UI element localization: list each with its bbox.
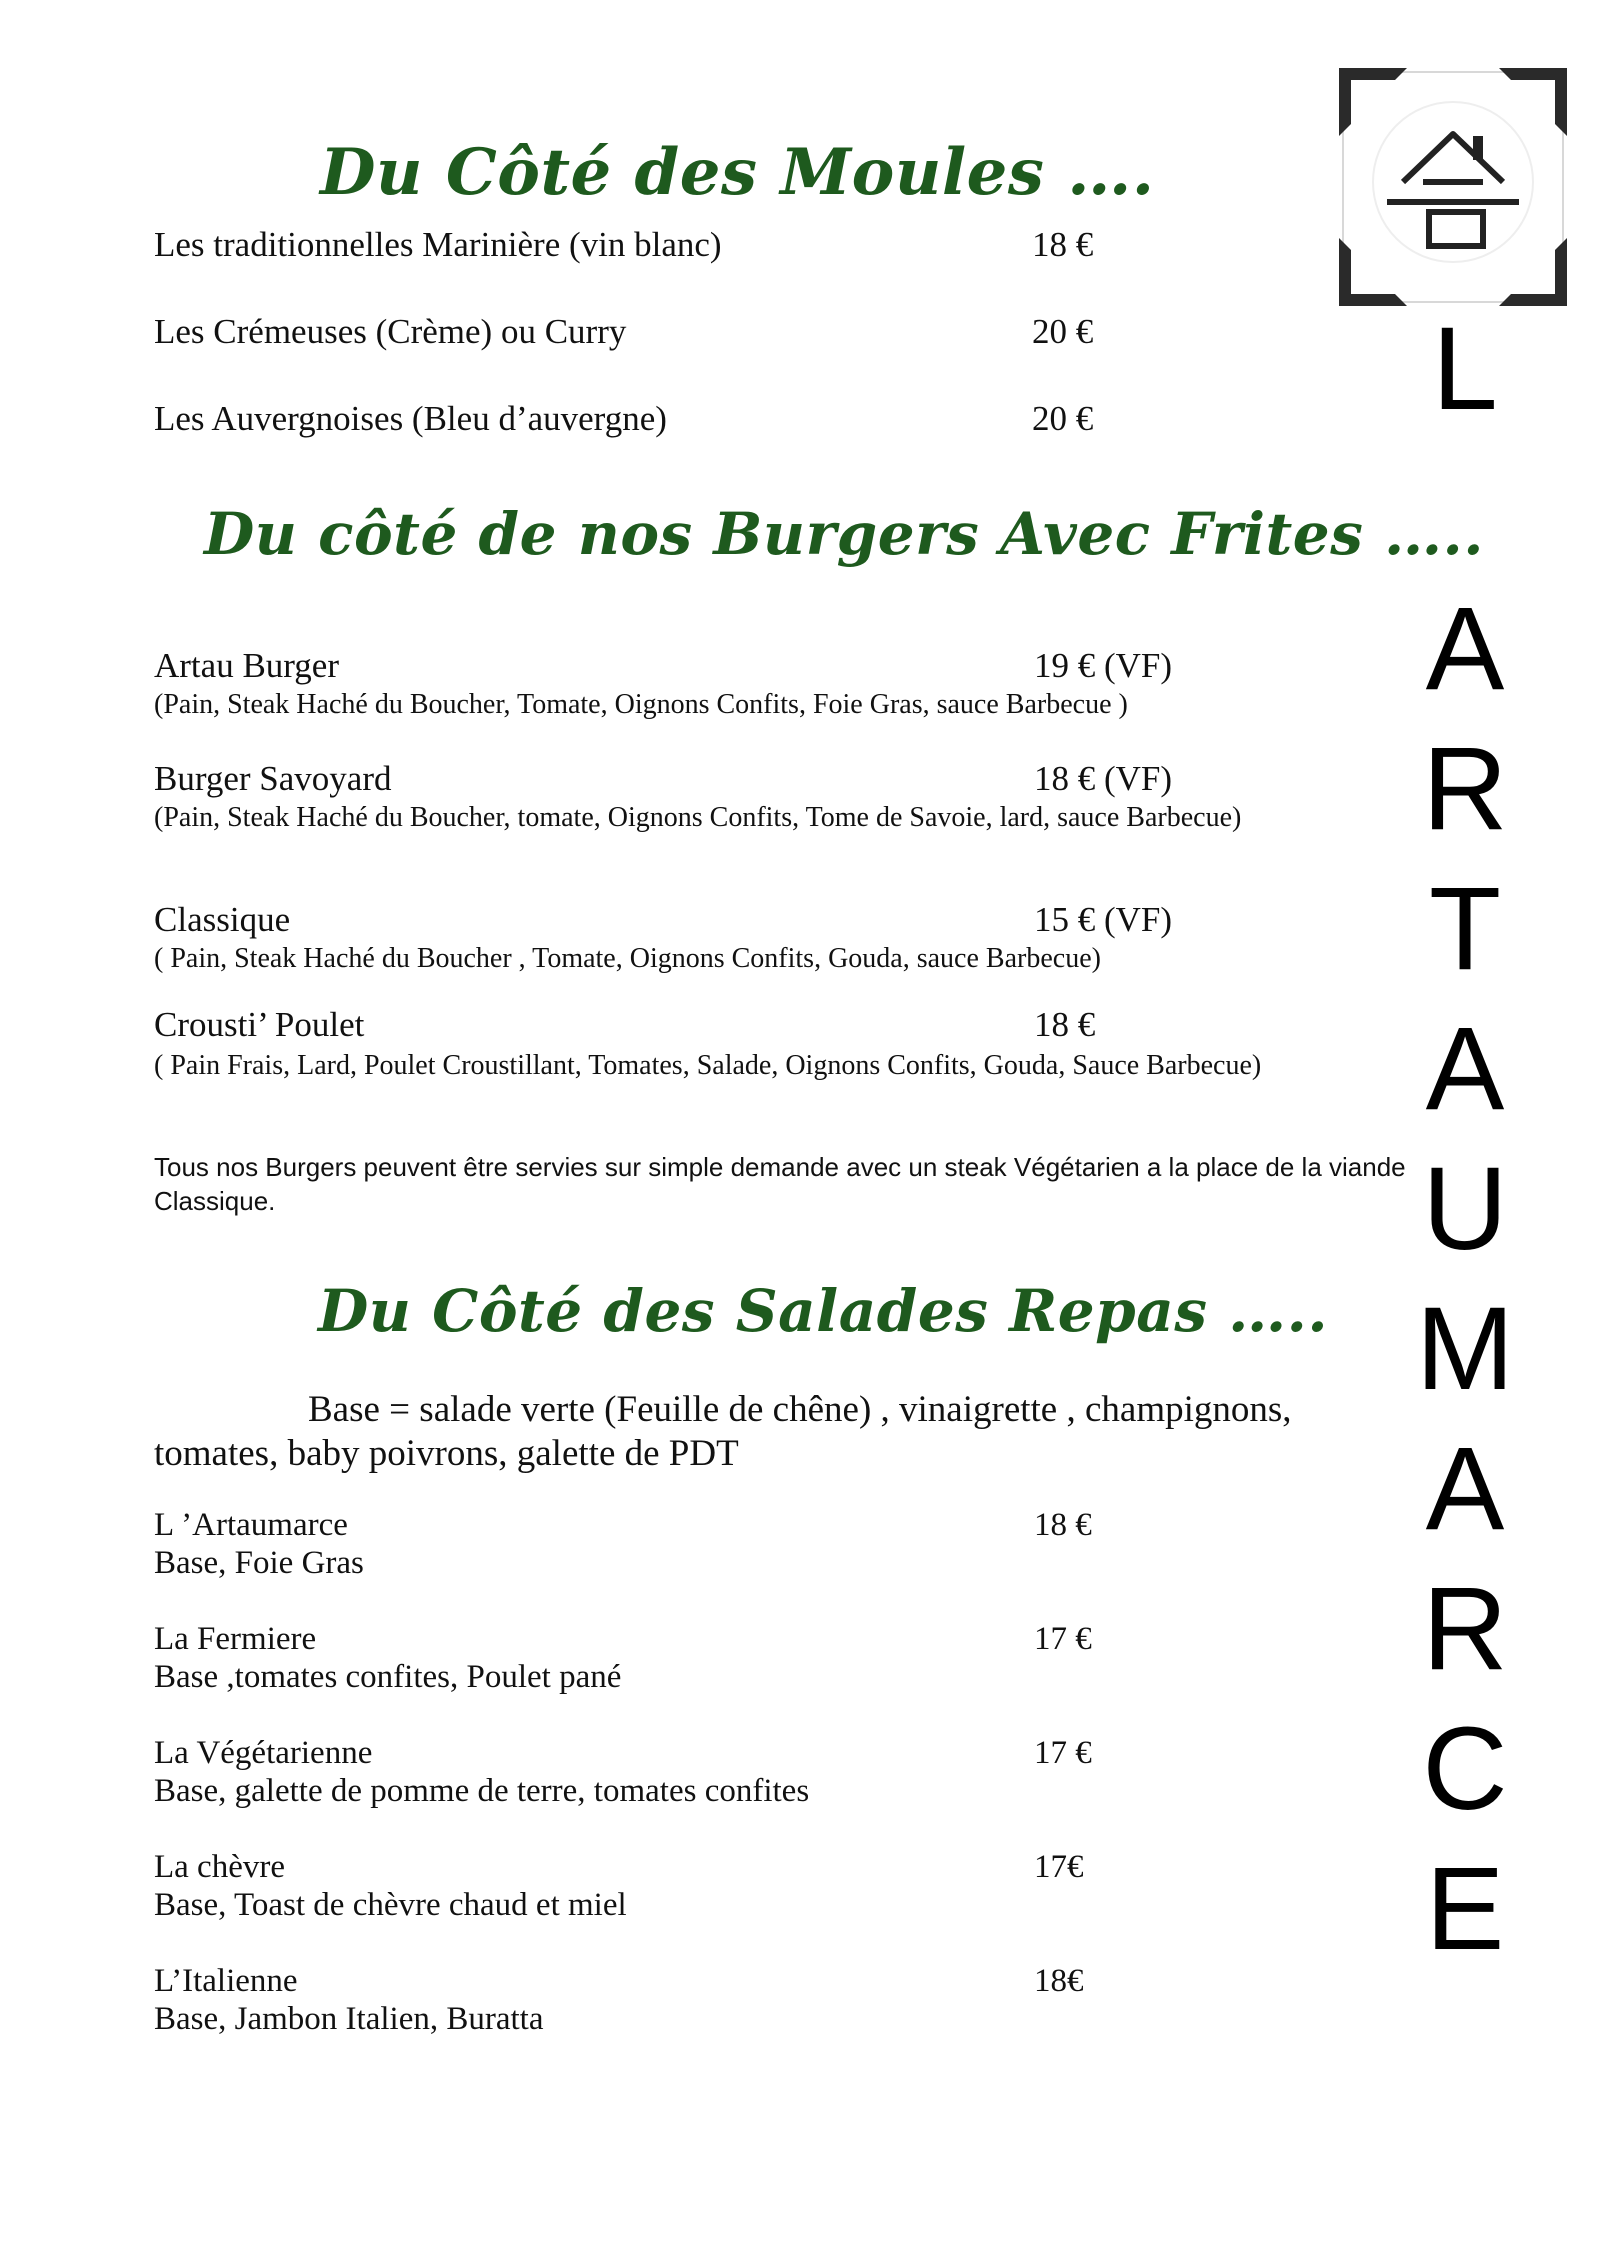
salade-item-price: 18€ bbox=[1034, 1963, 1084, 1999]
brand-letter: L bbox=[1432, 303, 1498, 435]
salade-item-price: 17 € bbox=[1034, 1735, 1092, 1771]
salade-item-name: La Végétarienne bbox=[154, 1735, 373, 1771]
moules-item-price: 18 € bbox=[1032, 225, 1094, 264]
burgers-heading: Du côté de nos Burgers Avec Frites ….. bbox=[204, 500, 1484, 568]
salade-item-description: Base, Foie Gras bbox=[154, 1545, 364, 1581]
salade-item-description: Base, Jambon Italien, Buratta bbox=[154, 2001, 544, 2037]
brand-letter: R bbox=[1422, 723, 1508, 855]
burger-item-price: 18 € bbox=[1034, 1005, 1096, 1044]
vegetarian-note: Tous nos Burgers peuvent être servies sur simple demande avec un steak Végétarien a la place de la viande Classique. bbox=[154, 1152, 1406, 1216]
brand-letter: A bbox=[1425, 1423, 1505, 1555]
moules-item-name: Les traditionnelles Marinière (vin blanc) bbox=[154, 225, 722, 264]
burger-item-description: ( Pain, Steak Haché du Boucher , Tomate, Oignons Confits, Gouda, sauce Barbecue) bbox=[154, 943, 1101, 974]
brand-letter: R bbox=[1422, 1563, 1508, 1695]
burger-item-name: Artau Burger bbox=[154, 646, 339, 685]
moules-item-price: 20 € bbox=[1032, 399, 1094, 438]
burger-item-price: 19 € (VF) bbox=[1034, 646, 1173, 685]
salade-item-price: 17 € bbox=[1034, 1621, 1092, 1657]
salades-intro: Base = salade verte (Feuille de chêne) , vinaigrette , champignons, tomates, baby poivrons, galette de PDT bbox=[154, 1389, 1292, 1474]
brand-letter: C bbox=[1422, 1703, 1508, 1835]
salade-item-price: 18 € bbox=[1034, 1507, 1092, 1543]
salade-item-description: Base, galette de pomme de terre, tomates confites bbox=[154, 1773, 810, 1809]
burger-item-price: 15 € (VF) bbox=[1034, 900, 1173, 939]
brand-letter: U bbox=[1422, 1143, 1508, 1275]
brand-letter: E bbox=[1425, 1843, 1505, 1975]
salade-item-name: L ’Artaumarce bbox=[154, 1507, 348, 1543]
brand-letter: T bbox=[1428, 863, 1502, 995]
house-logo-icon bbox=[1335, 64, 1571, 310]
salades-heading: Du Côté des Salades Repas ….. bbox=[318, 1277, 1329, 1345]
burger-item-description: ( Pain Frais, Lard, Poulet Croustillant, Tomates, Salade, Oignons Confits, Gouda, Sauce Barbecue) bbox=[154, 1050, 1262, 1081]
burger-item-name: Classique bbox=[154, 900, 291, 939]
salade-item-name: La chèvre bbox=[154, 1849, 285, 1885]
salade-item-price: 17€ bbox=[1034, 1849, 1084, 1885]
moules-item-name: Les Auvergnoises (Bleu d’auvergne) bbox=[154, 399, 667, 438]
burger-item-name: Crousti’ Poulet bbox=[154, 1005, 365, 1044]
burger-item-name: Burger Savoyard bbox=[154, 759, 392, 798]
burger-item-price: 18 € (VF) bbox=[1034, 759, 1173, 798]
salade-item-description: Base ,tomates confites, Poulet pané bbox=[154, 1659, 622, 1695]
moules-heading: Du Côté des Moules …. bbox=[320, 135, 1155, 210]
burger-item-description: (Pain, Steak Haché du Boucher, Tomate, Oignons Confits, Foie Gras, sauce Barbecue ) bbox=[154, 689, 1128, 720]
brand-letter: M bbox=[1415, 1283, 1515, 1415]
salade-item-name: L’Italienne bbox=[154, 1963, 298, 1999]
burger-item-description: (Pain, Steak Haché du Boucher, tomate, Oignons Confits, Tome de Savoie, lard, sauce Barbecue) bbox=[154, 802, 1242, 833]
salade-item-description: Base, Toast de chèvre chaud et miel bbox=[154, 1887, 627, 1923]
salade-item-name: La Fermiere bbox=[154, 1621, 317, 1657]
moules-item-name: Les Crémeuses (Crème) ou Curry bbox=[154, 312, 627, 351]
brand-letter: A bbox=[1425, 583, 1505, 715]
moules-item-price: 20 € bbox=[1032, 312, 1094, 351]
brand-letter: A bbox=[1425, 1003, 1505, 1135]
